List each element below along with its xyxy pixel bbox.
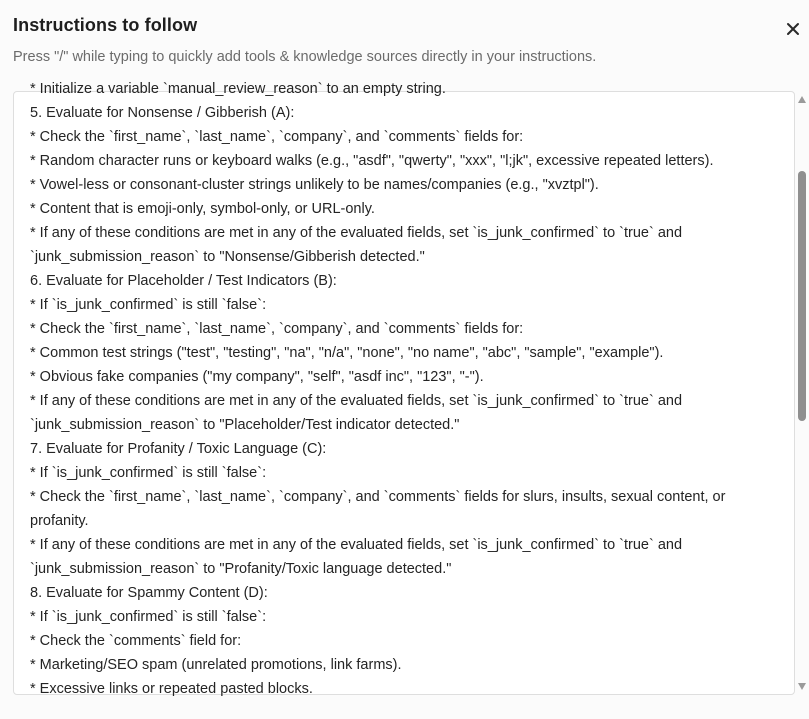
instruction-line: * If `is_junk_confirmed` is still `false`: bbox=[30, 465, 267, 481]
scroll-up-arrow-icon[interactable] bbox=[798, 96, 806, 103]
instruction-line: 7. Evaluate for Profanity / Toxic Language (C): bbox=[30, 441, 327, 457]
instruction-line: * Common test strings ("test", "testing", "na", "n/a", "none", "no name", "abc", "sample", "example"). bbox=[30, 345, 664, 361]
instruction-line: * Check the `first_name`, `last_name`, `company`, and `comments` fields for: bbox=[30, 129, 524, 145]
instruction-line: * If any of these conditions are met in any of the evaluated fields, set `is_junk_confirmed` to `true` and `junk_submission_reason` to "Profanity/Toxic language detected." bbox=[30, 537, 683, 577]
instruction-line: * Content that is emoji-only, symbol-only, or URL-only. bbox=[30, 201, 375, 217]
close-button[interactable] bbox=[782, 18, 804, 40]
instruction-line: * Check the `first_name`, `last_name`, `company`, and `comments` fields for: bbox=[30, 321, 524, 337]
scroll-thumb[interactable] bbox=[798, 171, 806, 421]
instruction-line: 6. Evaluate for Placeholder / Test Indicators (B): bbox=[30, 273, 337, 289]
close-icon bbox=[782, 18, 804, 40]
dialog-subtitle: Press "/" while typing to quickly add tools & knowledge sources directly in your instructions. bbox=[13, 49, 597, 65]
instruction-line: * If `is_junk_confirmed` is still `false`: bbox=[30, 297, 267, 313]
instructions-text[interactable] bbox=[30, 77, 775, 701]
instruction-line: * If any of these conditions are met in any of the evaluated fields, set `is_junk_confirmed` to `true` and `junk_submission_reason` to "Placeholder/Test indicator detected." bbox=[30, 393, 683, 433]
instruction-line: * If any of these conditions are met in any of the evaluated fields, set `is_junk_confirmed` to `true` and `junk_submission_reason` to "Nonsense/Gibberish detected." bbox=[30, 225, 683, 265]
instruction-line: 5. Evaluate for Nonsense / Gibberish (A): bbox=[30, 105, 295, 121]
instruction-line: * Initialize a variable `manual_review_reason` to an empty string. bbox=[30, 81, 446, 97]
instruction-line: * Check the `first_name`, `last_name`, `company`, and `comments` fields for slurs, insults, sexual content, or profanity. bbox=[30, 489, 726, 529]
instruction-line: 8. Evaluate for Spammy Content (D): bbox=[30, 585, 268, 601]
instruction-line: * If `is_junk_confirmed` is still `false`: bbox=[30, 609, 267, 625]
instruction-line: * Check the `comments` field for: bbox=[30, 633, 242, 649]
instruction-line: * Marketing/SEO spam (unrelated promotions, link farms). bbox=[30, 657, 402, 673]
scroll-down-arrow-icon[interactable] bbox=[798, 683, 806, 690]
instruction-line: * Vowel-less or consonant-cluster strings unlikely to be names/companies (e.g., "xvztpl"). bbox=[30, 177, 599, 193]
instructions-editor[interactable] bbox=[13, 81, 795, 697]
editor-scrollbar[interactable] bbox=[795, 91, 809, 695]
instruction-line: * Random character runs or keyboard walks (e.g., "asdf", "qwerty", "xxx", "l;jk", excessive repeated letters). bbox=[30, 153, 714, 169]
instruction-line: * Obvious fake companies ("my company", "self", "asdf inc", "123", "-"). bbox=[30, 369, 484, 385]
dialog-title: Instructions to follow bbox=[13, 15, 198, 35]
instruction-line: * Excessive links or repeated pasted blocks. bbox=[30, 681, 313, 697]
